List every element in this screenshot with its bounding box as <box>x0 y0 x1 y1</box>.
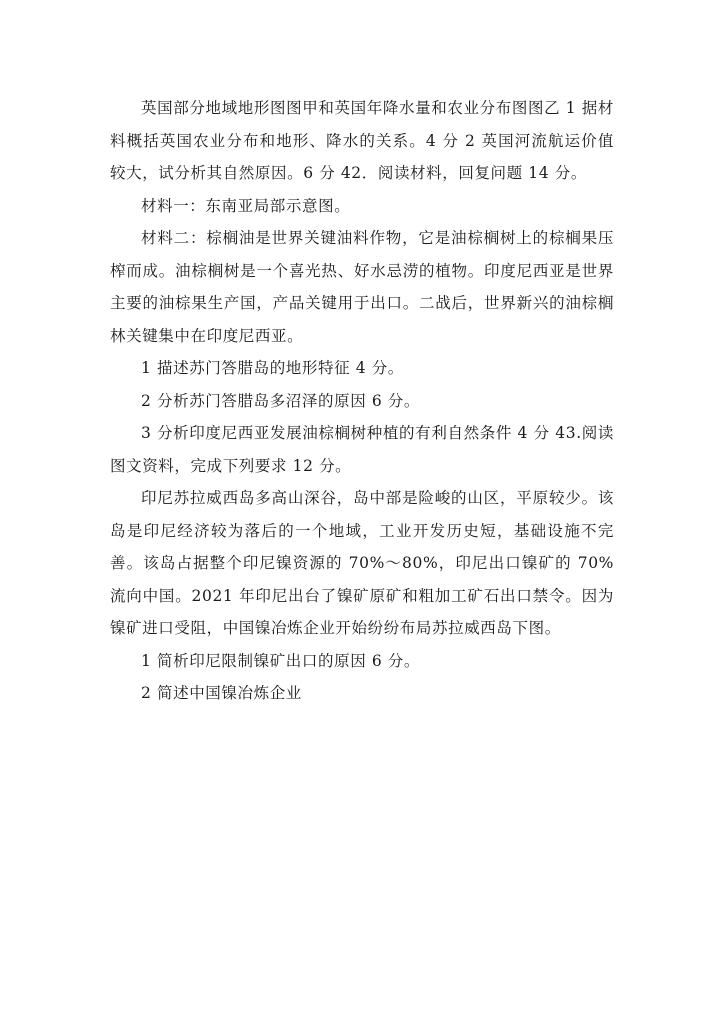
paragraph-material-two: 材料二：棕榈油是世界关键油料作物，它是油棕榈树上的棕榈果压榨而成。油棕榈树是一个喜光热、好水忌涝的植物。印度尼西亚是世界主要的油棕果生产国，产品关键用于出口。二战后，世界新兴的油棕榈林关键集中在印度尼西亚。 <box>110 229 614 345</box>
question-sumatra-terrain: 1 描述苏门答腊岛的地形特征 4 分。 <box>141 359 404 377</box>
question-sumatra-swamps: 2 分析苏门答腊岛多沼泽的原因 6 分。 <box>141 391 421 410</box>
question-nickel-smelting: 2 简述中国镍冶炼企业 <box>141 684 302 702</box>
paragraph-material-one: 材料一：东南亚局部示意图。 <box>141 196 351 215</box>
question-nickel-export-ban: 1 简析印尼限制镍矿出口的原因 6 分。 <box>141 651 421 670</box>
document-body <box>110 92 614 710</box>
paragraph-sulawesi-material: 印尼苏拉威西岛多高山深谷，岛中部是险峻的山区，平原较少。该岛是印尼经济较为落后的一个地域，工业开发历史短，基础设施不完善。该岛占据整个印尼镍资源的 70%～80%，印尼出口镍矿的 70%流向中国。2021 年印尼出台了镍矿原矿和粗加工矿石出口禁令。因为镍矿进口受阻，中国镍冶炼企业开始纷纷布局苏拉威西岛下图。 <box>110 489 614 637</box>
paragraph-britain-questions: 英国部分地域地形图图甲和英国年降水量和农业分布图图乙 1 据材料概括英国农业分布和地形、降水的关系。4 分 2 英国河流航运价值较大，试分析其自然原因。6 分 42．阅读材料，回复问题 14 分。 <box>110 99 614 182</box>
question-oil-palm-conditions: 3 分析印度尼西亚发展油棕榈树种植的有利自然条件 4 分 43.阅读图文资料，完成下列要求 12 分。 <box>110 424 614 475</box>
